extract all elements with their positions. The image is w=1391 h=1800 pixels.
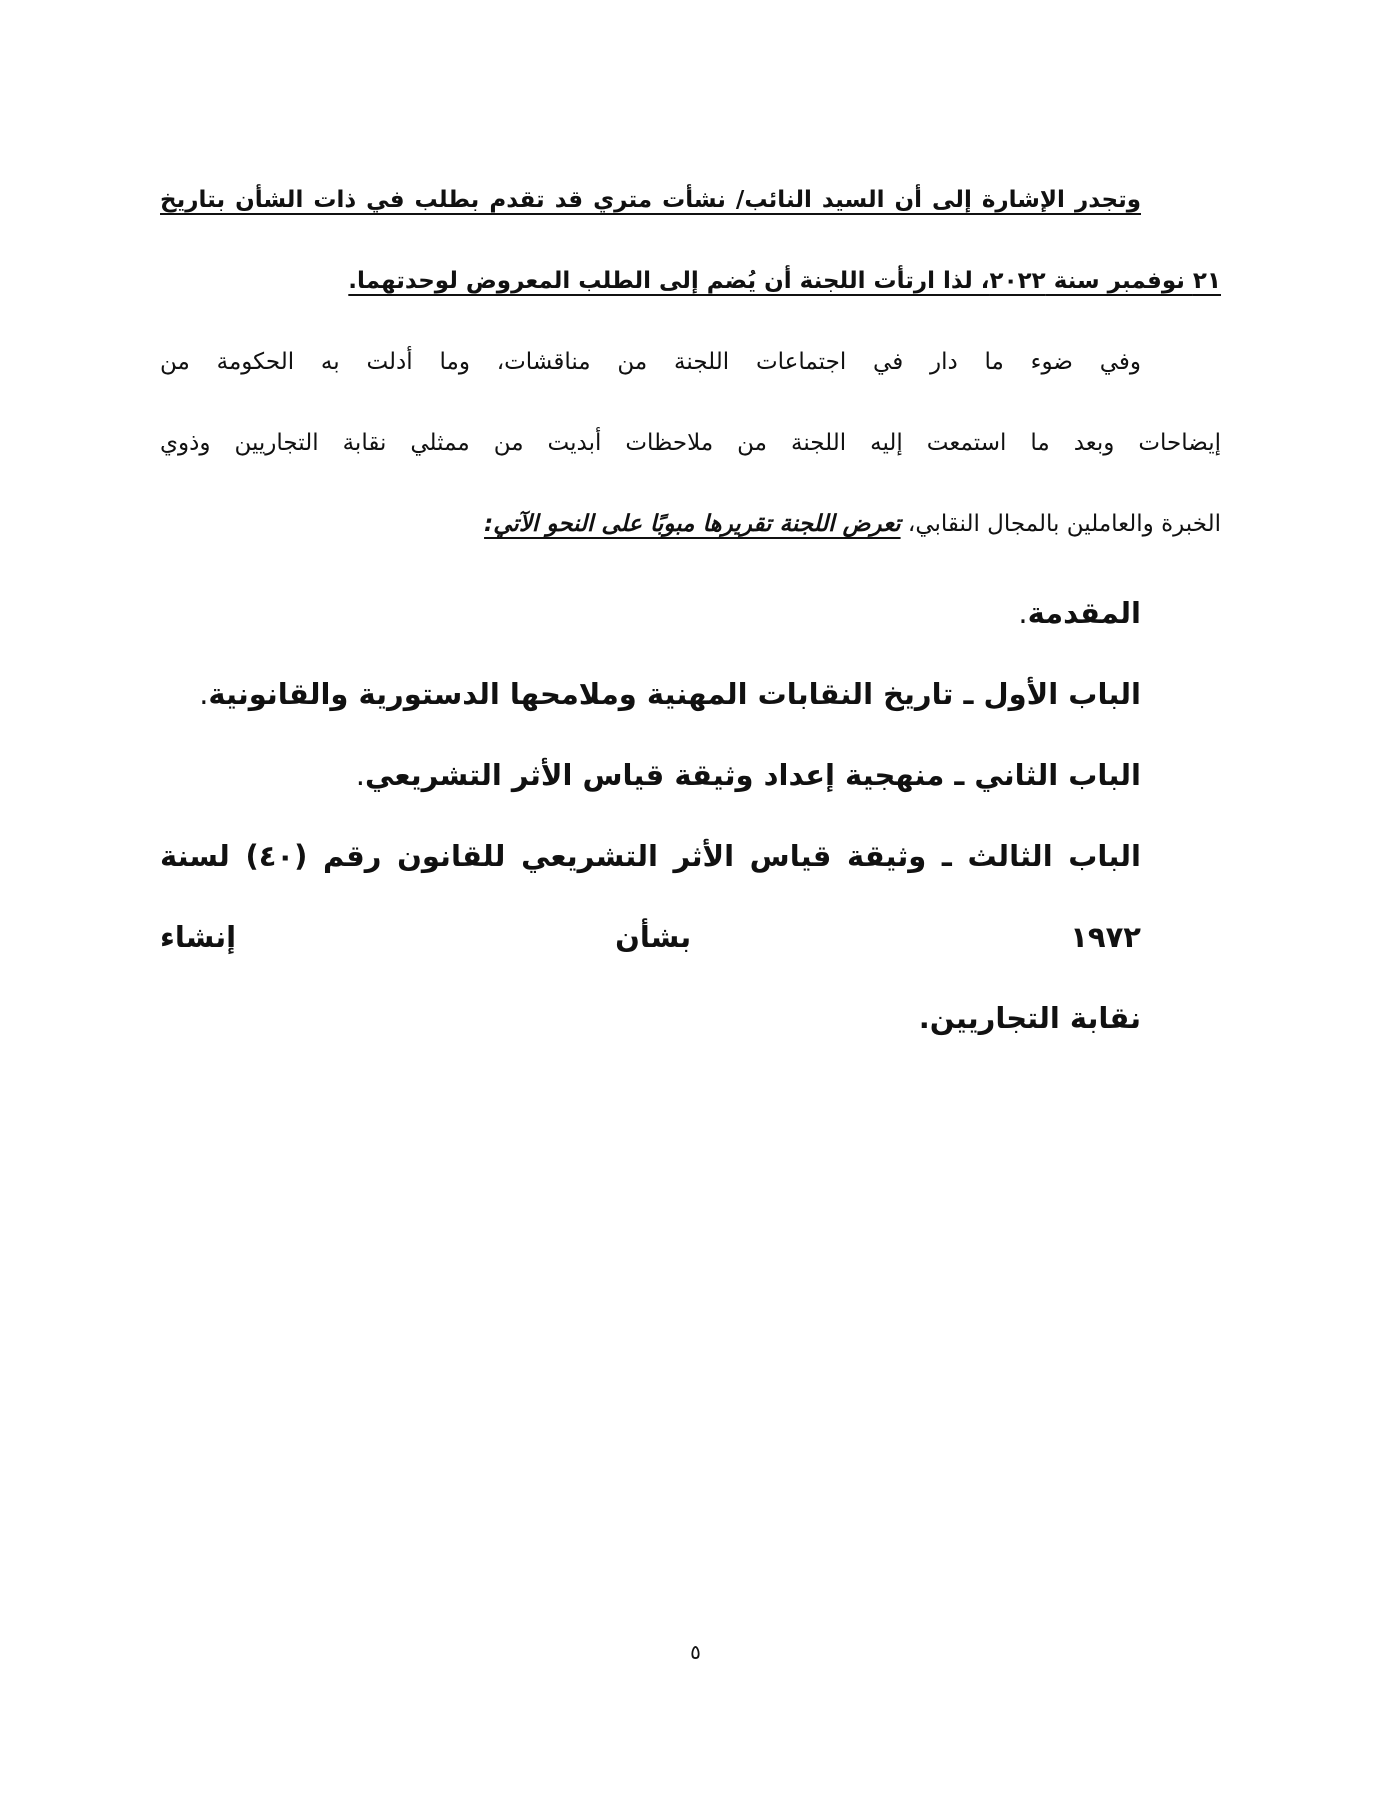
paragraph-2-line-3 — [160, 484, 1221, 565]
page-number: ٥ — [690, 1640, 701, 1664]
heading-chapter-1 — [160, 654, 1141, 735]
heading-chapter-3-line-2-text: نقابة التجاريين — [929, 1001, 1141, 1035]
heading-chapter-3-line-2 — [160, 978, 1141, 1059]
heading-introduction-period: . — [1018, 596, 1028, 630]
heading-chapter-3-period: . — [918, 1001, 930, 1035]
heading-chapter-1-period: . — [199, 677, 209, 711]
paragraph-2-line-3-emphasis: تعرض اللجنة تقريرها مبوبًا على النحو الآتي: — [484, 511, 901, 537]
heading-chapter-2-period: . — [355, 758, 366, 792]
paragraph-1-line-1: وتجدر الإشارة إلى أن السيد النائب/ نشأت متري قد تقدم بطلب في ذات الشأن بتاريخ — [160, 187, 1141, 213]
contents-list — [160, 573, 1221, 1059]
paragraph-2-line-1: وفي ضوء ما دار في اجتماعات اللجنة من مناقشات، وما أدلت به الحكومة من — [160, 349, 1141, 375]
heading-chapter-1-text: الباب الأول ـ تاريخ النقابات المهنية وملامحها الدستورية والقانونية — [208, 677, 1141, 711]
paragraph-2-line-3-plain: الخبرة والعاملين بالمجال النقابي، — [900, 511, 1221, 537]
paragraph-1-line-2: ٢١ نوفمبر سنة ٢٠٢٢، لذا ارتأت اللجنة أن يُضم إلى الطلب المعروض لوحدتهما. — [348, 268, 1221, 294]
paragraph-2-line-2: إيضاحات وبعد ما استمعت إليه اللجنة من ملاحظات أبديت من ممثلي نقابة التجاريين وذوي — [160, 430, 1221, 456]
heading-introduction — [160, 573, 1141, 654]
heading-chapter-2 — [160, 735, 1141, 816]
heading-introduction-text: المقدمة — [1027, 596, 1141, 630]
heading-chapter-2-text: الباب الثاني ـ منهجية إعداد وثيقة قياس الأثر التشريعي — [365, 758, 1141, 792]
heading-chapter-3-line-1: الباب الثالث ـ وثيقة قياس الأثر التشريعي للقانون رقم (٤٠) لسنة ١٩٧٢ بشأن إنشاء — [160, 839, 1141, 954]
page-body — [160, 160, 1221, 1059]
